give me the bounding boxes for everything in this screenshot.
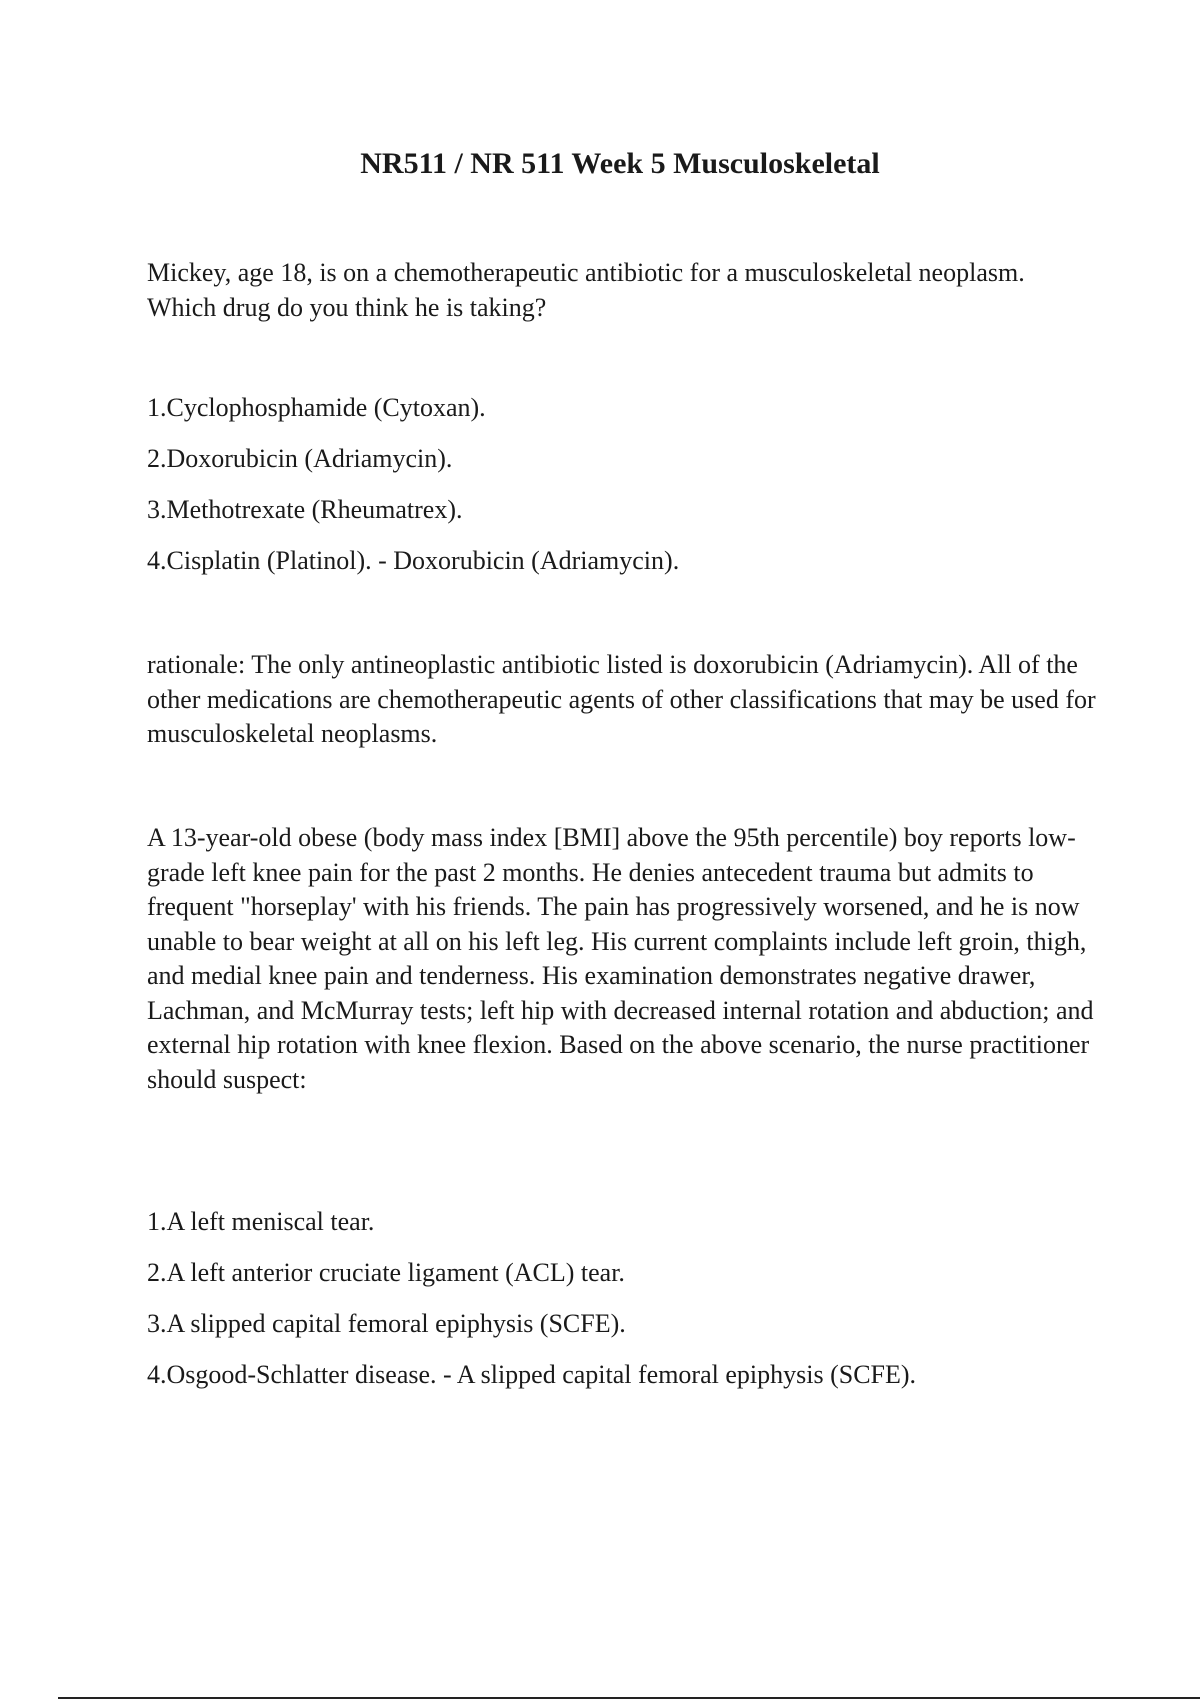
question-1-option-1: 1.Cyclophosphamide (Cytoxan). bbox=[147, 393, 486, 422]
question-2-stem: A 13-year-old obese (body mass index [BMI] above the 95th percentile) boy reports low-grade left knee pain for the past 2 months. He denies antecedent trauma but admits to frequent "horseplay' with his friends. The pain has progressively worsened, and he is now unable to bear weight at all on his left leg. His current complaints include left groin, thigh, and medial knee pain and tenderness. His examination demonstrates negative drawer, Lachman, and McMurray tests; left hip with decreased internal rotation and abduction; and external hip rotation with knee flexion. Based on the above scenario, the nurse practitioner should suspect: bbox=[147, 823, 1094, 1094]
question-1-stem: Mickey, age 18, is on a chemotherapeutic antibiotic for a musculoskeletal neoplasm. Which drug do you think he is taking? bbox=[147, 258, 1025, 322]
question-2-options bbox=[147, 1205, 1097, 1409]
question-1-option-2: 2.Doxorubicin (Adriamycin). bbox=[147, 444, 453, 473]
question-1-option-3: 3.Methotrexate (Rheumatrex). bbox=[147, 495, 463, 524]
question-2-option-3: 3.A slipped capital femoral epiphysis (SCFE). bbox=[147, 1309, 626, 1338]
question-1-rationale: rationale: The only antineoplastic antibiotic listed is doxorubicin (Adriamycin). All of the other medications are chemotherapeutic agents of other classifications that may be used for musculoskeletal neoplasms. bbox=[147, 650, 1096, 748]
question-2-option-4: 4.Osgood-Schlatter disease. - A slipped capital femoral epiphysis (SCFE). bbox=[147, 1360, 917, 1389]
question-1-options bbox=[147, 391, 1097, 595]
page-bottom-divider bbox=[58, 1697, 1200, 1699]
question-1-option-4: 4.Cisplatin (Platinol). - Doxorubicin (Adriamycin). bbox=[147, 546, 680, 575]
question-2-option-1: 1.A left meniscal tear. bbox=[147, 1207, 375, 1236]
document-title: NR511 / NR 511 Week 5 Musculoskeletal bbox=[360, 147, 880, 180]
question-2-option-2: 2.A left anterior cruciate ligament (ACL) tear. bbox=[147, 1258, 625, 1287]
